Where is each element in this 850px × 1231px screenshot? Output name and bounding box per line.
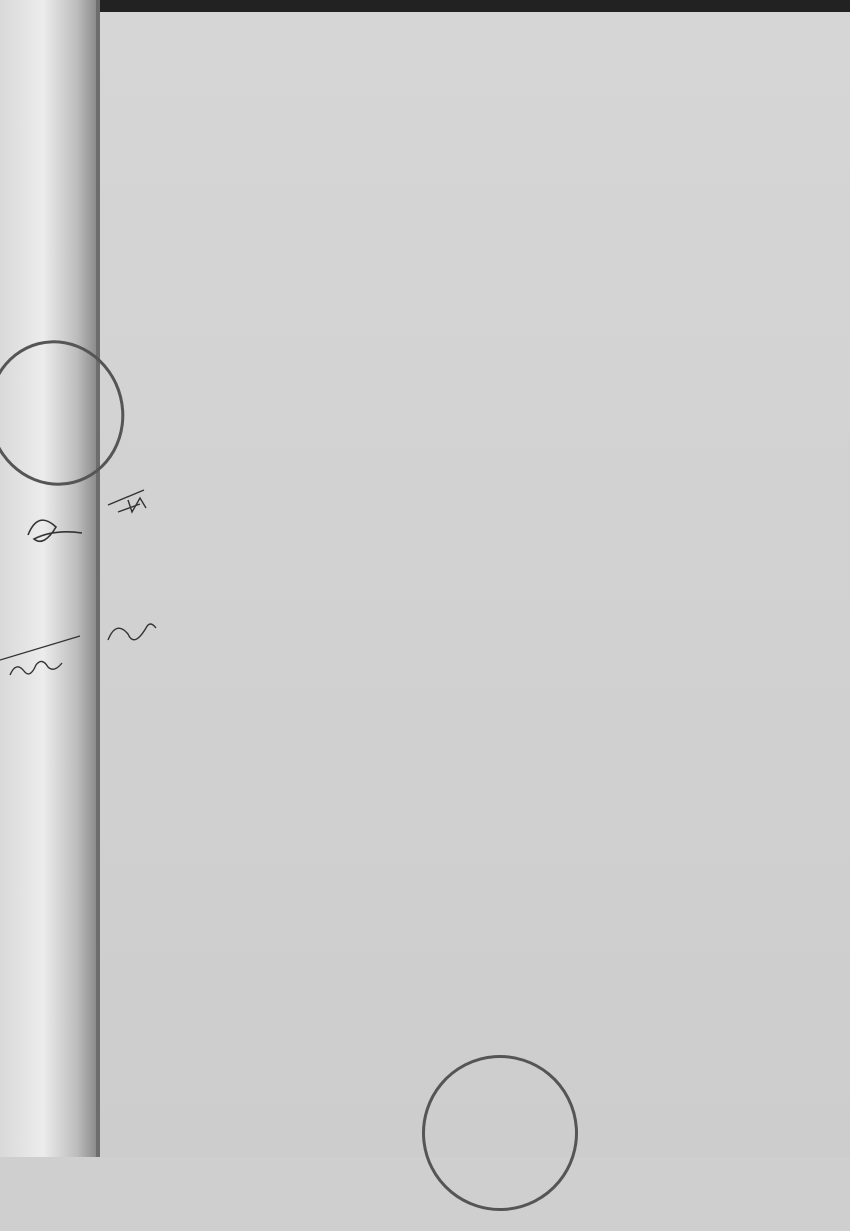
signature-mark [28,520,82,541]
signature-mark [108,490,146,512]
signature-mark [10,661,62,675]
signature-line [0,636,80,660]
signature-mark [108,624,156,640]
